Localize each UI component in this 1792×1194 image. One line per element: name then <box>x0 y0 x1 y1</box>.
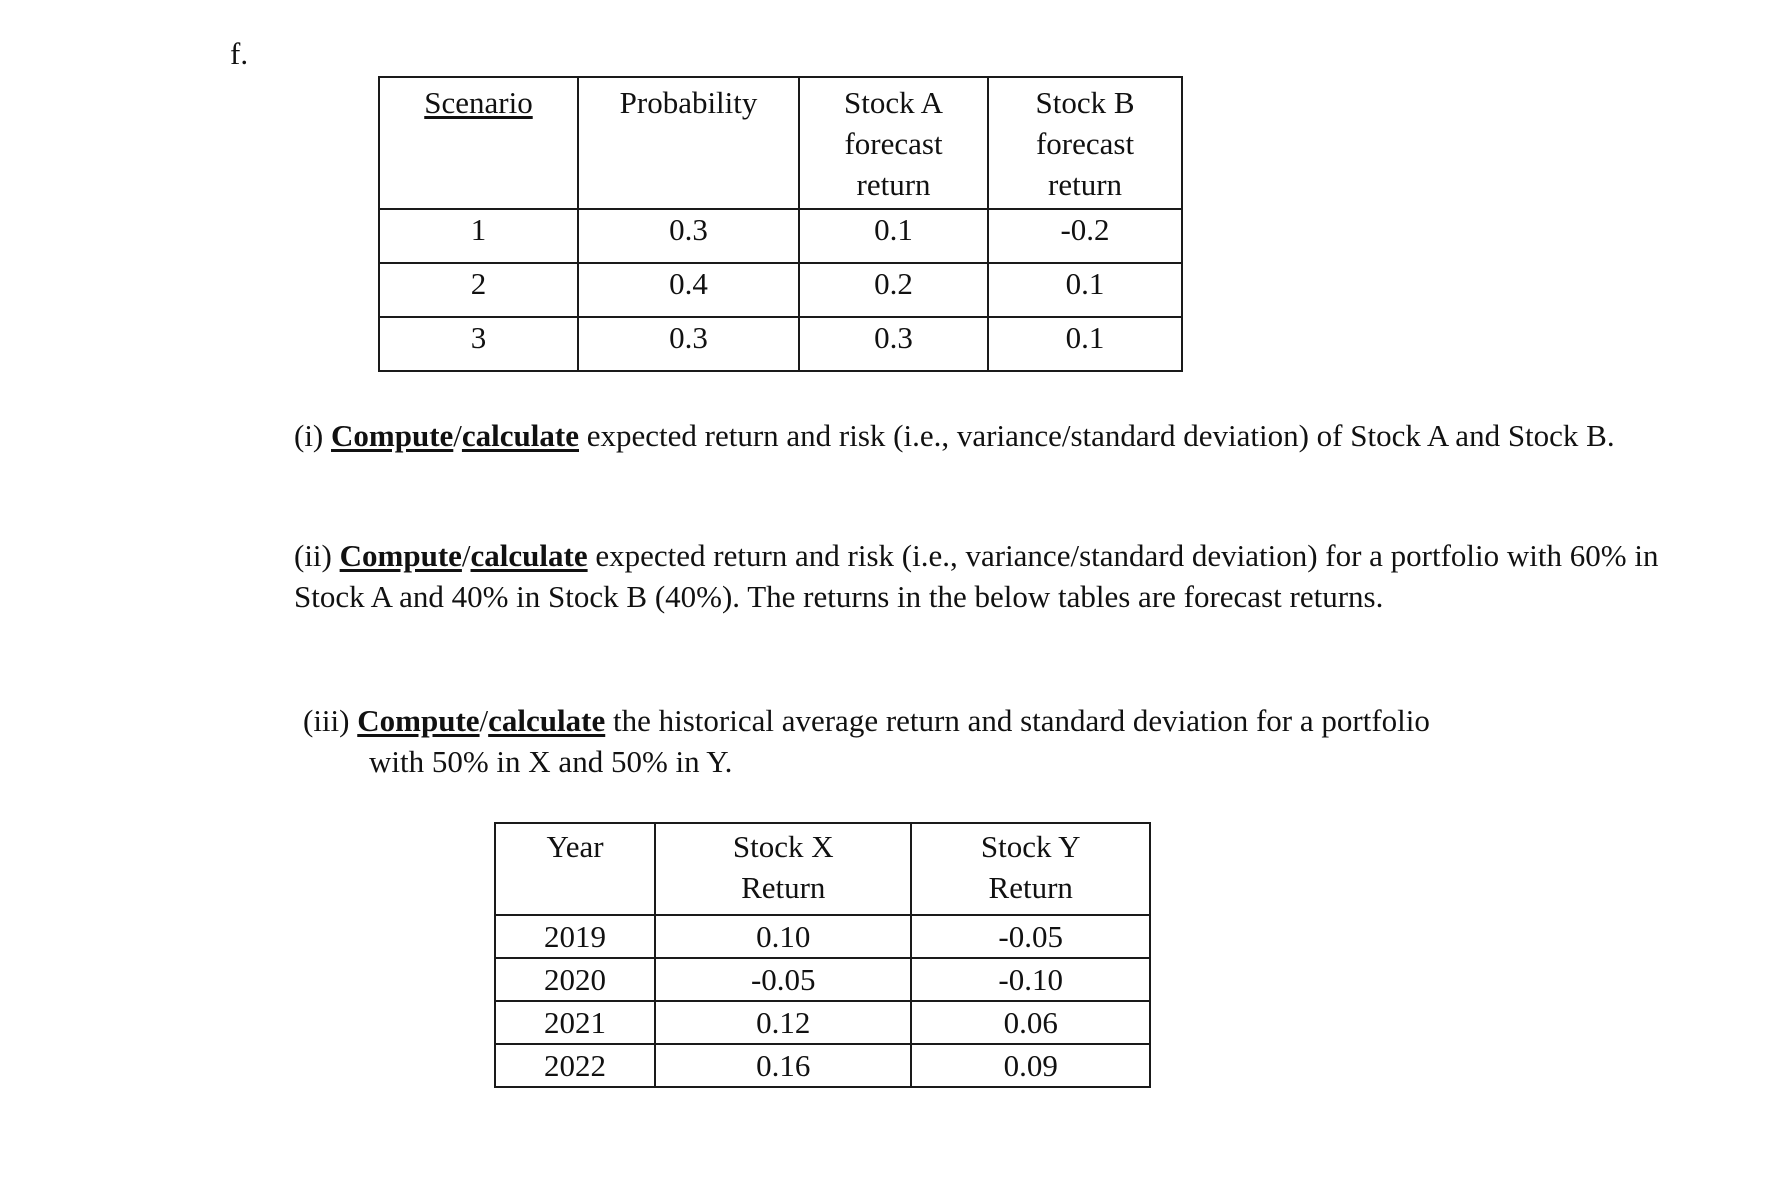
cell-probability: 0.3 <box>578 209 799 263</box>
cell-probability: 0.4 <box>578 263 799 317</box>
table-row <box>495 958 1150 1001</box>
keyword-calculate: calculate <box>461 418 579 453</box>
question-i: (i) Compute/calculate expected return and risk (i.e., variance/standard deviation) of Stock A and Stock B. <box>294 418 1615 453</box>
cell-stock-y: -0.10 <box>911 958 1150 1001</box>
table-row <box>379 263 1182 317</box>
header-scenario: Scenario <box>379 77 578 209</box>
cell-stock-b: 0.1 <box>988 263 1182 317</box>
cell-year: 2019 <box>495 915 655 958</box>
keyword-compute: Compute <box>331 418 454 453</box>
cell-stock-x: 0.16 <box>655 1044 911 1087</box>
keyword-calculate: calculate <box>488 703 606 738</box>
cell-stock-x: -0.05 <box>655 958 911 1001</box>
table-row <box>495 915 1150 958</box>
header-stock-x: Stock X Return <box>655 823 911 915</box>
table-row <box>379 317 1182 371</box>
cell-stock-a: 0.1 <box>799 209 988 263</box>
cell-stock-a: 0.2 <box>799 263 988 317</box>
header-stock-y: Stock Y Return <box>911 823 1150 915</box>
cell-stock-y: 0.09 <box>911 1044 1150 1087</box>
cell-scenario: 2 <box>379 263 578 317</box>
table-row <box>495 1001 1150 1044</box>
header-year: Year <box>495 823 655 915</box>
cell-stock-b: -0.2 <box>988 209 1182 263</box>
cell-stock-a: 0.3 <box>799 317 988 371</box>
cell-stock-x: 0.10 <box>655 915 911 958</box>
cell-year: 2022 <box>495 1044 655 1087</box>
table-row <box>495 1044 1150 1087</box>
cell-scenario: 3 <box>379 317 578 371</box>
cell-stock-y: -0.05 <box>911 915 1150 958</box>
cell-year: 2021 <box>495 1001 655 1044</box>
scenario-table <box>378 76 1183 372</box>
keyword-compute: Compute <box>339 538 462 573</box>
header-probability: Probability <box>578 77 799 209</box>
cell-probability: 0.3 <box>578 317 799 371</box>
question-ii: (ii) Compute/calculate expected return and risk (i.e., variance/standard deviation) for a portfolio with 60% in Stock A and 40% in Stock B (40%). The returns in the below tables are forecast returns. <box>294 538 1659 614</box>
question-iii-line2: with 50% in X and 50% in Y. <box>369 744 733 779</box>
returns-table-header-row <box>495 823 1150 915</box>
cell-stock-b: 0.1 <box>988 317 1182 371</box>
cell-scenario: 1 <box>379 209 578 263</box>
keyword-calculate: calculate <box>470 538 588 573</box>
table-row <box>379 209 1182 263</box>
scenario-table-header-row <box>379 77 1182 209</box>
cell-stock-y: 0.06 <box>911 1001 1150 1044</box>
header-stock-b: Stock B forecast return <box>988 77 1182 209</box>
header-stock-a: Stock A forecast return <box>799 77 988 209</box>
question-iii: (iii) Compute/calculate the historical average return and standard deviation for a portfolio with 50% in X and 50% in Y. <box>303 700 1603 782</box>
part-label: f. <box>230 36 249 71</box>
keyword-compute: Compute <box>357 703 480 738</box>
returns-table <box>494 822 1151 1088</box>
cell-stock-x: 0.12 <box>655 1001 911 1044</box>
cell-year: 2020 <box>495 958 655 1001</box>
